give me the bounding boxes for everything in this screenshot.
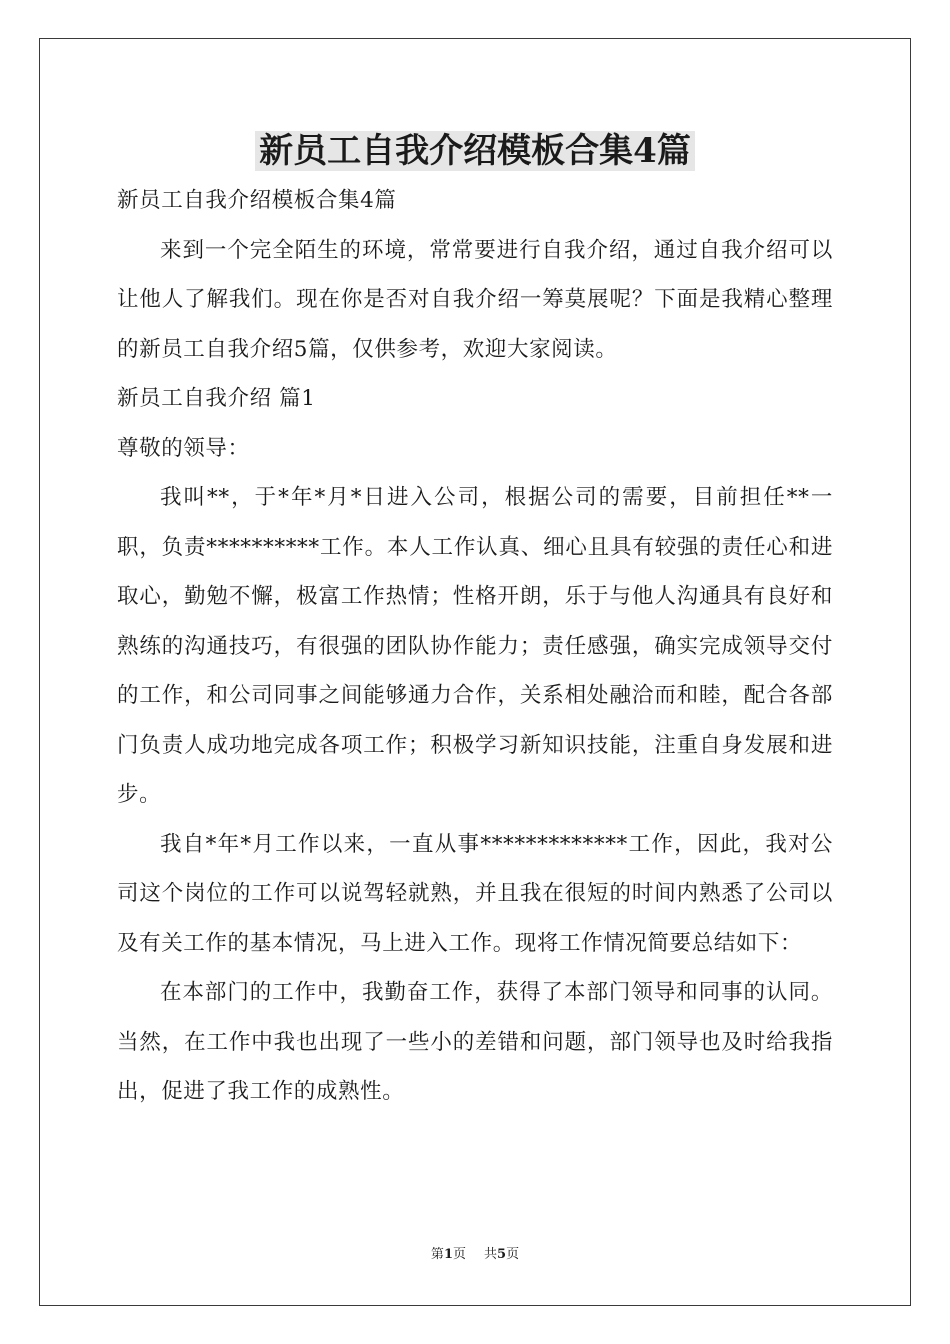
total-suffix: 页 — [506, 1247, 520, 1262]
page-suffix: 页 — [452, 1247, 466, 1262]
page-number: 1 — [443, 1247, 453, 1262]
document-body — [117, 176, 833, 1117]
paragraph: 我叫**，于*年*月*日进入公司，根据公司的需要，目前担任**一职，负责**********工作。本人工作认真、细心且具有较强的责任心和进取心，勤勉不懈，极富工作热情；性格开朗，乐于与他人沟通具有良好和熟练的沟通技巧，有很强的团队协作能力；责任感强，确实完成领导交付的工作，和公司同事之间能够通力合作，关系相处融洽而和睦，配合各部门负责人成功地完成各项工作；积极学习新知识技能，注重自身发展和进步。 — [117, 485, 833, 807]
document-title — [0, 126, 950, 176]
total-prefix: 共 — [484, 1247, 498, 1262]
paragraph: 新员工自我介绍模板合集4篇 — [117, 188, 397, 213]
paragraph: 在本部门的工作中，我勤奋工作，获得了本部门领导和同事的认同。当然，在工作中我也出现了一些小的差错和问题，部门领导也及时给我指出，促进了我工作的成熟性。 — [117, 980, 833, 1104]
paragraph: 我自*年*月工作以来，一直从事*************工作，因此，我对公司这个岗位的工作可以说驾轻就熟，并且我在很短的时间内熟悉了公司以及有关工作的基本情况，马上进入工作。现将工作情况简要总结如下： — [117, 831, 833, 956]
page-footer — [0, 1246, 950, 1264]
section-heading: 新员工自我介绍 篇1 — [117, 386, 316, 411]
paragraph: 来到一个完全陌生的环境，常常要进行自我介绍，通过自我介绍可以让他人了解我们。现在你是否对自我介绍一筹莫展呢？下面是我精心整理的新员工自我介绍5篇，仅供参考，欢迎大家阅读。 — [117, 237, 833, 362]
page-prefix: 第 — [430, 1247, 444, 1262]
total-pages: 5 — [497, 1247, 507, 1262]
salutation: 尊敬的领导： — [117, 435, 250, 461]
document-title-text: 新员工自我介绍模板合集4篇 — [255, 131, 695, 171]
